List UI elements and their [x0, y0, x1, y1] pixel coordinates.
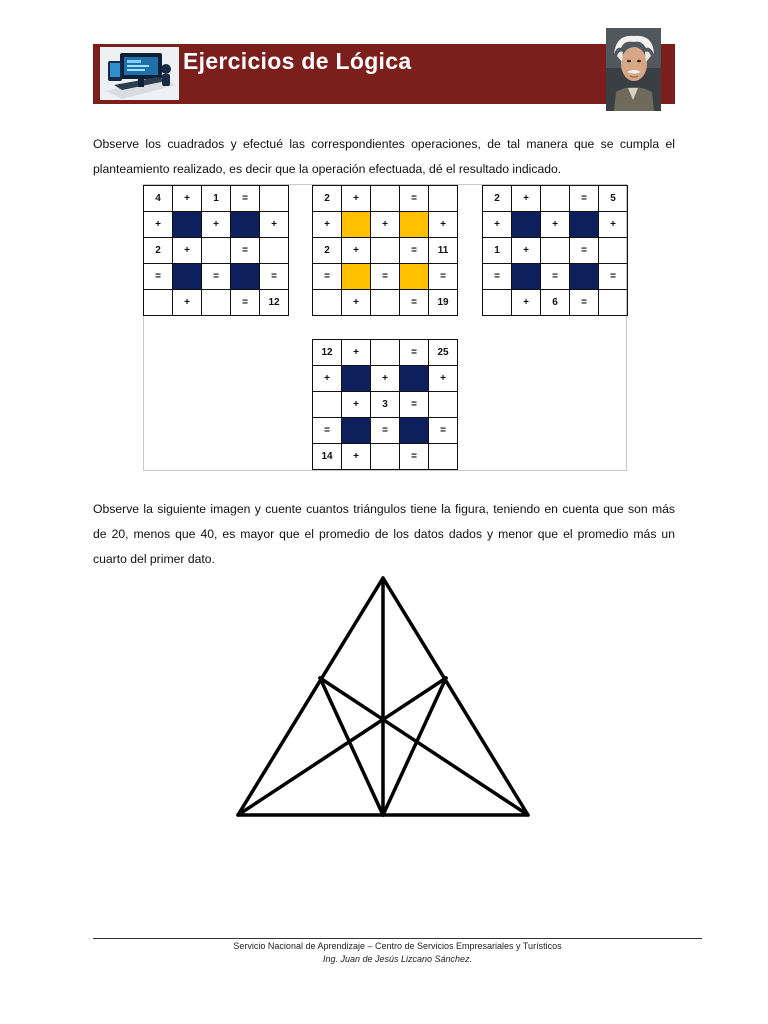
grid-cell: 25 — [429, 340, 458, 366]
grid-cell — [371, 444, 400, 470]
grid-cell: = — [541, 264, 570, 290]
grid-cell: + — [483, 212, 512, 238]
grid-cell: 1 — [202, 186, 231, 212]
shaded-cell — [342, 264, 371, 290]
grid-row — [483, 212, 628, 238]
shaded-cell — [342, 212, 371, 238]
grid-row — [313, 366, 458, 392]
shaded-cell — [231, 212, 260, 238]
grid-cell: + — [202, 212, 231, 238]
grid-row — [144, 186, 289, 212]
shaded-cell — [342, 366, 371, 392]
grid-cell: = — [570, 290, 599, 316]
grid-cell: = — [371, 418, 400, 444]
exercise-1-instructions: Observe los cuadrados y efectué las correspondientes operaciones, de tal manera que se cumpla el planteamiento realizado, es decir que la operación efectuada, dé el resultado indicado. — [93, 137, 675, 176]
grid-row — [313, 290, 458, 316]
grid-row — [313, 186, 458, 212]
grid-cell: = — [231, 238, 260, 264]
footer-author: Ing. Juan de Jesús Lizcano Sánchez. — [322, 954, 473, 964]
grid-cell — [371, 340, 400, 366]
grid-cell — [260, 186, 289, 212]
grid-row — [313, 264, 458, 290]
shaded-cell — [231, 264, 260, 290]
grid-cell — [144, 290, 173, 316]
shaded-cell — [512, 264, 541, 290]
grid-cell: 4 — [144, 186, 173, 212]
grid-cell: + — [371, 366, 400, 392]
grid-cell: = — [599, 264, 628, 290]
grid-cell — [483, 290, 512, 316]
shaded-cell — [173, 264, 202, 290]
grid-cell — [202, 290, 231, 316]
grid-cell — [313, 290, 342, 316]
grid-cell — [260, 238, 289, 264]
grid-cell: = — [400, 186, 429, 212]
grid-row — [313, 418, 458, 444]
grid-cell: 6 — [541, 290, 570, 316]
shaded-cell — [400, 418, 429, 444]
computer-desk-logo — [100, 47, 179, 100]
math-grid — [312, 339, 458, 470]
grid-cell: + — [512, 290, 541, 316]
grid-cell: 2 — [144, 238, 173, 264]
grid-cell — [599, 238, 628, 264]
desk-illustration-icon — [100, 47, 179, 100]
shaded-cell — [400, 264, 429, 290]
grid-cell: = — [260, 264, 289, 290]
grid-cell: + — [173, 238, 202, 264]
grid-cell — [429, 392, 458, 418]
shaded-cell — [570, 264, 599, 290]
grid-cell: 3 — [371, 392, 400, 418]
grid-cell: = — [429, 418, 458, 444]
shaded-cell — [512, 212, 541, 238]
grid-row — [313, 444, 458, 470]
grid-cell: 12 — [313, 340, 342, 366]
grid-row — [313, 340, 458, 366]
grid-row — [483, 186, 628, 212]
math-grid — [312, 185, 458, 316]
grid-cell: 5 — [599, 186, 628, 212]
grid-cell: + — [313, 212, 342, 238]
grid-cell: + — [512, 238, 541, 264]
footer-divider — [93, 938, 702, 939]
grid-cell: = — [400, 392, 429, 418]
grid-cell: + — [173, 186, 202, 212]
grid-cell: 12 — [260, 290, 289, 316]
grid-cell: 2 — [313, 186, 342, 212]
grid-cell — [313, 392, 342, 418]
grid-cell: + — [371, 212, 400, 238]
grid-cell — [371, 290, 400, 316]
grid-cell: = — [400, 444, 429, 470]
grid-cell: + — [173, 290, 202, 316]
grid-cell: = — [570, 186, 599, 212]
grid-cell: + — [599, 212, 628, 238]
grid-cell: = — [202, 264, 231, 290]
shaded-cell — [173, 212, 202, 238]
grid-cell: = — [400, 238, 429, 264]
einstein-portrait — [606, 28, 661, 111]
grid-cell: 11 — [429, 238, 458, 264]
math-grid — [482, 185, 628, 316]
grid-row — [483, 290, 628, 316]
grid-row — [144, 238, 289, 264]
grid-cell: + — [342, 340, 371, 366]
grid-cell: = — [371, 264, 400, 290]
grid-cell: + — [342, 238, 371, 264]
grid-cell: + — [429, 212, 458, 238]
grid-cell: + — [342, 392, 371, 418]
grid-cell: 2 — [313, 238, 342, 264]
exercise-2-instructions: Observe la siguiente imagen y cuente cuantos triángulos tiene la figura, teniendo en cuenta que son más de 20, menos que 40, es mayor que el promedio de los datos dados y menor que el promedio más un cuarto del primer dato. — [93, 502, 675, 566]
shaded-cell — [400, 366, 429, 392]
grid-cell: = — [231, 186, 260, 212]
grid-cell — [371, 238, 400, 264]
grid-row — [144, 264, 289, 290]
portrait-icon — [606, 28, 661, 111]
grid-row — [483, 238, 628, 264]
grid-cell: 2 — [483, 186, 512, 212]
grid-cell: 14 — [313, 444, 342, 470]
grid-row — [313, 212, 458, 238]
footer-institution: Servicio Nacional de Aprendizaje – Centro de Servicios Empresariales y Turísticos — [233, 941, 562, 951]
math-grid — [143, 185, 289, 316]
shaded-cell — [342, 418, 371, 444]
grid-cell: + — [429, 366, 458, 392]
grid-cell: + — [144, 212, 173, 238]
grid-cell — [541, 238, 570, 264]
grid-cell: + — [541, 212, 570, 238]
grid-row — [483, 264, 628, 290]
grid-cell: = — [400, 290, 429, 316]
grid-cell: = — [231, 290, 260, 316]
grid-row — [313, 392, 458, 418]
grid-cell: 1 — [483, 238, 512, 264]
shaded-cell — [400, 212, 429, 238]
page-title: Ejercicios de Lógica — [183, 48, 412, 74]
grid-cell: + — [313, 366, 342, 392]
grid-cell: = — [483, 264, 512, 290]
grid-cell — [202, 238, 231, 264]
grid-cell: = — [429, 264, 458, 290]
grid-cell: + — [342, 444, 371, 470]
grid-cell — [429, 444, 458, 470]
grid-row — [144, 290, 289, 316]
grid-cell: + — [342, 186, 371, 212]
grid-cell: 19 — [429, 290, 458, 316]
grid-cell: + — [260, 212, 289, 238]
grid-row — [144, 212, 289, 238]
grid-cell: = — [570, 238, 599, 264]
grid-cell — [429, 186, 458, 212]
grid-cell: = — [144, 264, 173, 290]
grid-cell — [371, 186, 400, 212]
grid-cell: = — [313, 264, 342, 290]
grid-cell — [541, 186, 570, 212]
triangle-figure — [230, 570, 540, 825]
grid-cell: + — [512, 186, 541, 212]
shaded-cell — [570, 212, 599, 238]
grid-cell: = — [400, 340, 429, 366]
grid-row — [313, 238, 458, 264]
grid-cell: = — [313, 418, 342, 444]
grid-cell — [599, 290, 628, 316]
grid-cell: + — [342, 290, 371, 316]
